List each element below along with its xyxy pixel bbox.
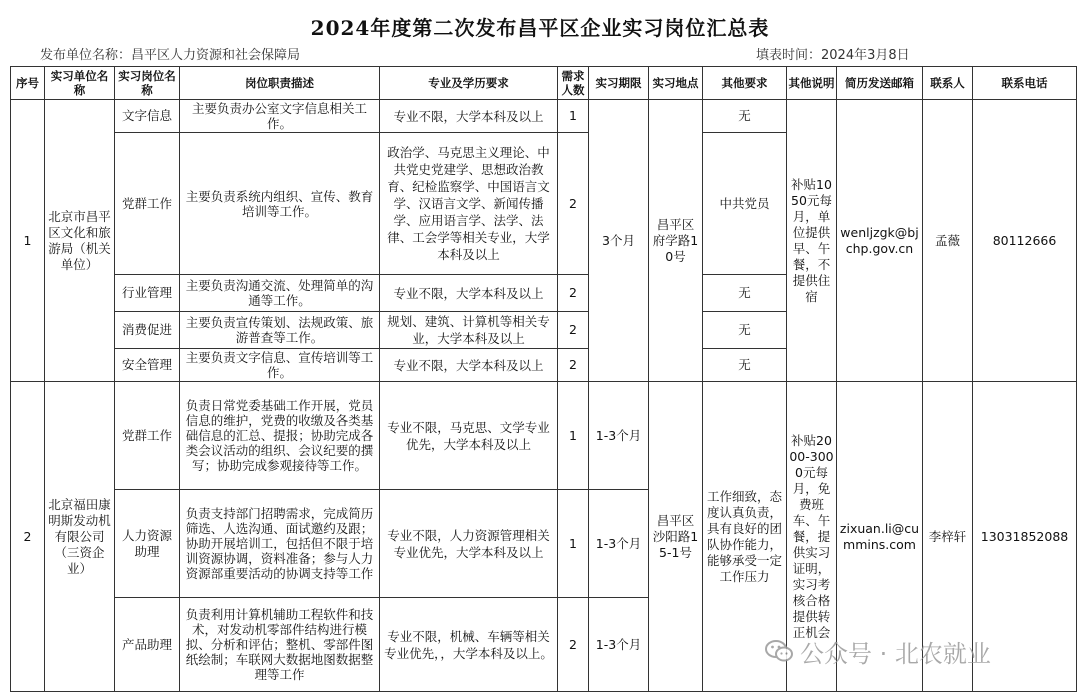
contact-person: 李梓轩 [923, 382, 973, 692]
header-cell: 其他要求 [703, 67, 787, 100]
headcount: 2 [558, 133, 589, 275]
fill-date-label: 填表时间：2024年3月8日 [756, 48, 910, 63]
post-name: 产品助理 [115, 598, 180, 692]
headcount: 1 [558, 382, 589, 490]
header-cell: 联系人 [923, 67, 973, 100]
header-cell: 岗位职责描述 [180, 67, 380, 100]
header-row [11, 67, 1077, 100]
header-cell: 实习岗位名称 [115, 67, 180, 100]
duty-description: 主要负责办公室文字信息相关工作。 [180, 100, 380, 133]
major-requirement: 专业不限，大学本科及以上 [380, 349, 558, 382]
table-row [11, 100, 1077, 133]
internship-table [10, 66, 1077, 692]
watermark [764, 634, 1064, 668]
header-cell: 其他说明 [787, 67, 837, 100]
watermark-text: 公众号 · 北农就业 [800, 639, 991, 668]
duty-description: 主要负责宣传策划、法规政策、旅游普查等工作。 [180, 312, 380, 349]
post-name: 行业管理 [115, 275, 180, 312]
wechat-icon [764, 638, 794, 664]
headcount: 1 [558, 490, 589, 598]
headcount: 2 [558, 312, 589, 349]
duty-description: 负责支持部门招聘需求，完成简历筛选、人选沟通、面试邀约及跟；协助开展培训工，包括但不限于培训资源协调，资料准备；参与人力资源部重要活动的协调支持等工作 [180, 490, 380, 598]
post-name: 党群工作 [115, 382, 180, 490]
header-cell: 实习期限 [589, 67, 649, 100]
internship-period: 1-3个月 [589, 490, 649, 598]
headcount: 2 [558, 349, 589, 382]
major-requirement: 专业不限，人力资源管理相关专业优先，大学本科及以上 [380, 490, 558, 598]
other-requirement: 无 [703, 349, 787, 382]
headcount: 2 [558, 275, 589, 312]
other-requirement: 中共党员 [703, 133, 787, 275]
other-note: 补贴1050元每月，单位提供早、午餐，不提供住宿 [787, 100, 837, 382]
post-name: 文字信息 [115, 100, 180, 133]
contact-person: 孟薇 [923, 100, 973, 382]
post-name: 党群工作 [115, 133, 180, 275]
other-note: 补贴2000-3000元每月，免费班车、午餐，提供实习证明，实习考核合格提供转正机会 [787, 382, 837, 692]
other-requirement: 无 [703, 312, 787, 349]
page-title: 2024年度第二次发布昌平区企业实习岗位汇总表 [310, 16, 770, 40]
header-cell: 实习单位名称 [45, 67, 115, 100]
header-cell: 序号 [11, 67, 45, 100]
major-requirement: 专业不限，机械、车辆等相关专业优先，，大学本科及以上。 [380, 598, 558, 692]
major-requirement: 规划、建筑、计算机等相关专业，大学本科及以上 [380, 312, 558, 349]
other-requirement: 无 [703, 275, 787, 312]
internship-location: 昌平区沙阳路15-1号 [649, 382, 703, 692]
headcount: 2 [558, 598, 589, 692]
resume-email: zixuan.li@cummins.com [837, 382, 923, 692]
header-cell: 简历发送邮箱 [837, 67, 923, 100]
company-name: 北京福田康明斯发动机有限公司（三资企业） [45, 382, 115, 692]
duty-description: 负责利用计算机辅助工程软件和技术，对发动机零部件结构进行模拟、分析和评估；整机、零部件图纸绘制；车联网大数据地图数据整理等工作 [180, 598, 380, 692]
post-name: 安全管理 [115, 349, 180, 382]
other-requirement: 工作细致，态度认真负责，具有良好的团队协作能力，能够承受一定工作压力 [703, 382, 787, 692]
header-cell: 联系电话 [973, 67, 1077, 100]
other-requirement: 无 [703, 100, 787, 133]
major-requirement: 专业不限，大学本科及以上 [380, 275, 558, 312]
major-requirement: 专业不限，大学本科及以上 [380, 100, 558, 133]
resume-email: wenljzgk@bjchp.gov.cn [837, 100, 923, 382]
duty-description: 负责日常党委基础工作开展，党员信息的维护，党费的收缴及各类基础信息的汇总、提报；协助完成各类会议活动的组织、会议纪要的撰写；协助完成参观接待等工作。 [180, 382, 380, 490]
internship-period: 3个月 [589, 100, 649, 382]
major-requirement: 政治学、马克思主义理论、中共党史党建学、思想政治教育、纪检监察学、中国语言文学、汉语言文学、新闻传播学、应用语言学、法学、法律、工会学等相关专业，大学本科及以上 [380, 133, 558, 275]
publisher-label: 发布单位名称：昌平区人力资源和社会保障局 [40, 48, 301, 63]
header-cell: 需求人数 [558, 67, 589, 100]
contact-phone: 13031852088 [973, 382, 1077, 692]
header-cell: 实习地点 [649, 67, 703, 100]
headcount: 1 [558, 100, 589, 133]
internship-period: 1-3个月 [589, 598, 649, 692]
table-row [11, 382, 1077, 490]
post-name: 人力资源助理 [115, 490, 180, 598]
duty-description: 主要负责沟通交流、处理简单的沟通等工作。 [180, 275, 380, 312]
header-cell: 专业及学历要求 [380, 67, 558, 100]
row-number: 1 [11, 100, 45, 382]
major-requirement: 专业不限，马克思、文学专业优先，大学本科及以上 [380, 382, 558, 490]
duty-description: 主要负责文字信息、宣传培训等工作。 [180, 349, 380, 382]
internship-location: 昌平区府学路10号 [649, 100, 703, 382]
post-name: 消费促进 [115, 312, 180, 349]
internship-period: 1-3个月 [589, 382, 649, 490]
company-name: 北京市昌平区文化和旅游局（机关单位） [45, 100, 115, 382]
contact-phone: 80112666 [973, 100, 1077, 382]
duty-description: 主要负责系统内组织、宣传、教育培训等工作。 [180, 133, 380, 275]
row-number: 2 [11, 382, 45, 692]
